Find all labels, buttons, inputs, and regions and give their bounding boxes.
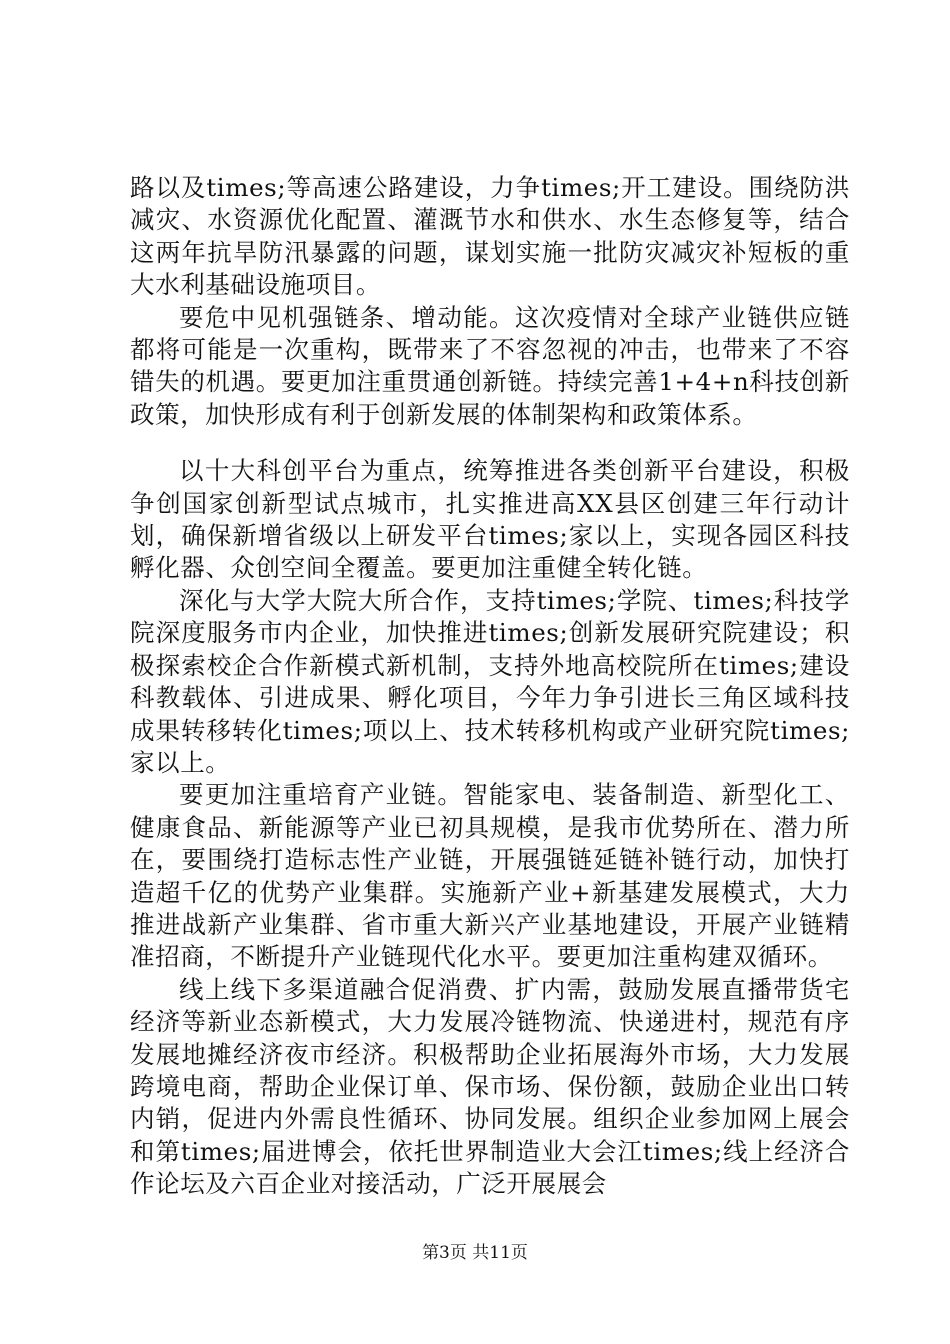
page-footer: 第3页 共11页	[422, 1243, 528, 1263]
document-body	[130, 172, 850, 1201]
paragraph-4: 深化与大学大院大所合作，支持times;学院、times;科技学院深度服务市内企业，加快推进times;创新发展研究院建设；积极探索校企合作新模式新机制，支持外地高校院所在times;建设科教载体、引进成果、孵化项目，今年力争引进长三角区域科技成果转移转化times;项以上、技术转移机构或产业研究院times;家以上。	[130, 585, 850, 777]
paragraph-6: 线上线下多渠道融合促消费、扩内需，鼓励发展直播带货宅经济等新业态新模式，大力发展冷链物流、快递进村，规范有序发展地摊经济夜市经济。积极帮助企业拓展海外市场，大力发展跨境电商，帮助企业保订单、保市场、保份额，鼓励企业出口转内销，促进内外需良性循环、协同发展。组织企业参加网上展会和第times;届进博会，依托世界制造业大会江times;线上经济合作论坛及六百企业对接活动，广泛开展展会	[130, 974, 850, 1199]
paragraph-5: 要更加注重培育产业链。智能家电、装备制造、新型化工、健康食品、新能源等产业已初具规模，是我市优势所在、潜力所在，要围绕打造标志性产业链，开展强链延链补链行动，加快打造超千亿的优势产业集群。实施新产业+新基建发展模式，大力推进战新产业集群、省市重大新兴产业基地建设，开展产业链精准招商，不断提升产业链现代化水平。要更加注重构建双循环。	[130, 780, 850, 972]
paragraph-3: 以十大科创平台为重点，统筹推进各类创新平台建设，积极争创国家创新型试点城市，扎实推进高XX县区创建三年行动计划，确保新增省级以上研发平台times;家以上，实现各园区科技孵化器、众创空间全覆盖。要更加注重健全转化链。	[130, 456, 850, 583]
paragraph-1: 路以及times;等高速公路建设，力争times;开工建设。围绕防洪减灾、水资源优化配置、灌溉节水和供水、水生态修复等，结合这两年抗旱防汛暴露的问题，谋划实施一批防灾减灾补短板的重大水利基础设施项目。	[130, 173, 850, 300]
paragraph-2: 要危中见机强链条、增动能。这次疫情对全球产业链供应链都将可能是一次重构，既带来了不容忽视的冲击，也带来了不容错失的机遇。要更加注重贯通创新链。持续完善1+4+n科技创新政策，加快形成有利于创新发展的体制架构和政策体系。	[130, 302, 850, 429]
